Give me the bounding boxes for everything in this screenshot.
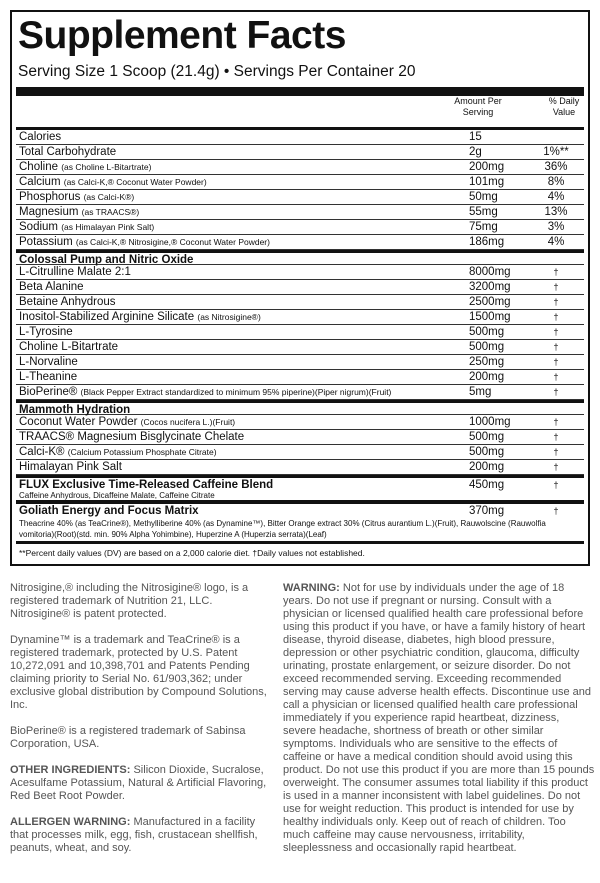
facts-table — [16, 130, 584, 560]
ingredient-row: Inositol-Stabilized Arginine Silicate (as Nitrosigine®) 1500mg † — [16, 310, 584, 325]
thick-divider — [16, 87, 584, 96]
nutrient-row: Calcium (as Calci-K,® Coconut Water Powder) 101mg 8% — [16, 175, 584, 190]
amount-header: Amount Per Serving — [454, 96, 502, 117]
ingredient-row: Choline L-Bitartrate 500mg † — [16, 340, 584, 355]
ingredient-row: L-Citrulline Malate 2:1 8000mg † — [16, 265, 584, 280]
section-heading-goliath: Goliath Energy and Focus Matrix 370mg † — [16, 502, 584, 517]
other-ingredients-label: OTHER INGREDIENTS: — [10, 764, 131, 776]
warning-text: Not for use by individuals under the age of 18 years. Do not use if pregnant or nursing. Consult with a physician or licensed qualified health care professional before using this product if you have, or have a family history of heart disease, thyroid disease, diabetes, high blood pressure, depression or other psychiatric condition, glaucoma, difficulty urinating, prostate enlargement, or seizure disorder. Do not exceed recommended serving. Exceeding recommended serving may cause adverse health effects. Discontinue use and call a physician or licensed qualified health care professional immediately if you experience rapid heartbeat, dizziness, severe headache, shortness of breath or other similar symptoms. Individuals who are sensitive to the effects of caffeine or have a medical condition should avoid using this product. Do not use this product if you are more than 15 pounds overweight. The consumer assumes total liability if this product is used in a manner inconsistent with label guidelines. Do not use for weight reduction. This product is intended for use by healthy individuals only. Keep out of reach of children. Too much caffeine may cause nervousness, irritability, sleeplessness and occasionally rapid heartbeat. — [283, 582, 595, 854]
warning-column — [283, 582, 595, 855]
ingredient-row: BioPerine® (Black Pepper Extract standardized to minimum 95% piperine)(Piper nigrum)(Fruit) 5mg † — [16, 385, 584, 400]
nutrient-row: Sodium (as Himalayan Pink Salt) 75mg 3% — [16, 220, 584, 235]
section-heading-pump: Colossal Pump and Nitric Oxide — [16, 250, 584, 265]
nutrient-row: Choline (as Choline L-Bitartrate) 200mg 36% — [16, 160, 584, 175]
ingredient-row: L-Norvaline 250mg † — [16, 355, 584, 370]
ingredient-row: Coconut Water Powder (Cocos nucifera L.)(Fruit) 1000mg † — [16, 415, 584, 430]
flux-detail: Caffeine Anhydrous, Dicaffeine Malate, Caffeine Citrate — [16, 490, 584, 502]
nutrient-row: Phosphorus (as Calci-K®) 50mg 4% — [16, 190, 584, 205]
warning-label: WARNING: — [283, 582, 340, 594]
dynamine-trademark: Dynamine™ is a trademark and TeaCrine® is a registered trademark, protected by U.S. Patent 10,272,091 and 10,398,701 and Patents Pending claiming priority to Serial No. 61/903,362; under exclusive global distribution by Compound Solutions, Inc. — [10, 634, 267, 711]
ingredient-row: Betaine Anhydrous 2500mg † — [16, 295, 584, 310]
ingredient-row: L-Tyrosine 500mg † — [16, 325, 584, 340]
section-heading-flux: FLUX Exclusive Time-Released Caffeine Blend 450mg † — [16, 475, 584, 490]
nitrosigine-trademark: Nitrosigine,® including the Nitrosigine® logo, is a registered trademark of Nutrition 21, LLC. Nitrosigine® is patent protected. — [10, 582, 249, 620]
serving-info: Serving Size 1 Scoop (21.4g) • Servings Per Container 20 — [18, 63, 416, 80]
bioperine-trademark: BioPerine® is a registered trademark of Sabinsa Corporation, USA. — [10, 725, 246, 750]
nutrient-row: Calories 15 — [16, 130, 584, 145]
nutrient-row: Potassium (as Calci-K,® Nitrosigine,® Coconut Water Powder) 186mg 4% — [16, 235, 584, 250]
section-heading-hydration: Mammoth Hydration — [16, 400, 584, 415]
supplement-facts-panel — [10, 10, 590, 566]
ingredient-row: Himalayan Pink Salt 200mg † — [16, 460, 584, 475]
allergen-label: ALLERGEN WARNING: — [10, 816, 131, 828]
panel-title: Supplement Facts — [18, 14, 346, 57]
ingredient-row: TRAACS® Magnesium Bisglycinate Chelate 500mg † — [16, 430, 584, 445]
trademark-column — [10, 582, 275, 868]
ingredient-row: Beta Alanine 3200mg † — [16, 280, 584, 295]
nutrient-row: Magnesium (as TRAACS®) 55mg 13% — [16, 205, 584, 220]
dv-footnote: **Percent daily values (DV) are based on a 2,000 calorie diet. †Daily values not established. — [19, 548, 365, 558]
goliath-detail: Theacrine 40% (as TeaCrine®), Methylliberine 40% (as Dynamine™), Bitter Orange extract 30% (Citrus aurantium L.)(Fruit), Rauwolscine (Rauwolfia vomitoria)(Root)(std. min. 90% Alpha Yohimbine), Huperzine A (Huperzia serrata)(Leaf) — [19, 519, 546, 539]
ingredient-row: L-Theanine 200mg † — [16, 370, 584, 385]
other-ingredients: OTHER INGREDIENTS: Silicon Dioxide, Sucralose, Acesulfame Potassium, Natural & Artificial Flavoring, Red Beet Root Powder. — [10, 764, 267, 802]
allergen-warning: ALLERGEN WARNING: Manufactured in a facility that processes milk, egg, fish, crustacean shellfish, peanuts, wheat, and soy. — [10, 816, 258, 854]
dv-header: % Daily Value — [548, 96, 580, 117]
nutrient-row: Total Carbohydrate 2g 1%** — [16, 145, 584, 160]
ingredient-row: Calci-K® (Calcium Potassium Phosphate Citrate) 500mg † — [16, 445, 584, 460]
